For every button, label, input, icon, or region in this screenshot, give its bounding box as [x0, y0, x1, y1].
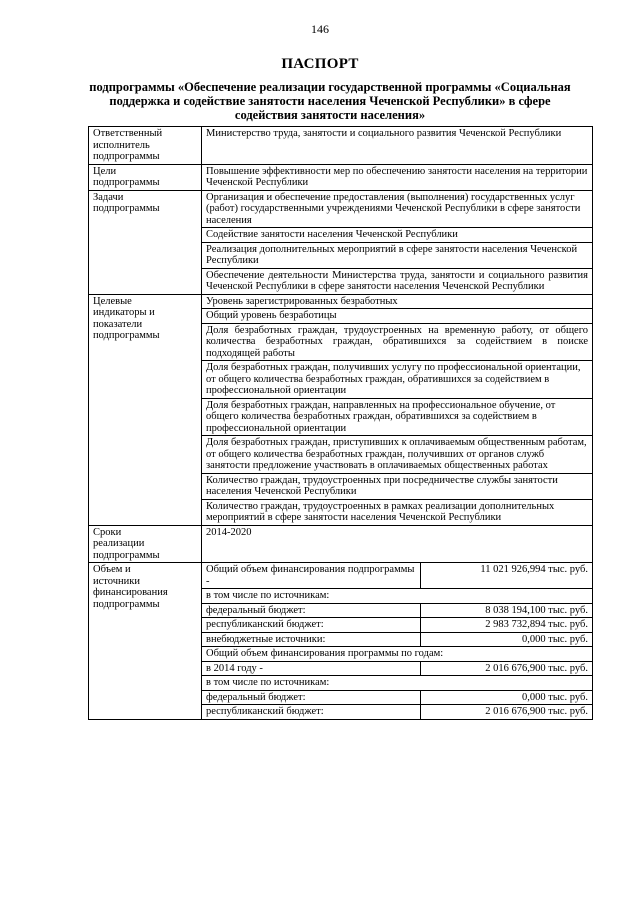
row-goals — [89, 164, 593, 190]
financing-federal-2014-label: федеральный бюджет: — [202, 690, 421, 705]
document-subtitle: подпрограммы «Обеспечение реализации государственной программы «Социальная поддержка и содействие занятости населения Чеченской Республики» в сфере содействия занятости населения» — [89, 80, 571, 122]
label-tasks: Задачи подпрограммы — [89, 190, 202, 294]
financing-republic-value: 2 983 732,894 тыс. руб. — [421, 618, 593, 633]
task-item: Организация и обеспечение предоставления (выполнения) государственных услуг (работ) государственными учреждениями Чеченской Республики в сфере занятости населения — [202, 190, 593, 228]
label-goals: Цели подпрограммы — [89, 164, 202, 190]
indicator-item: Уровень зарегистрированных безработных — [202, 294, 593, 309]
financing-total-value: 11 021 926,994 тыс. руб. — [421, 563, 593, 589]
indicator-item: Количество граждан, трудоустроенных при посредничестве службы занятости населения Чеченской Республики — [202, 473, 593, 499]
row-period — [89, 525, 593, 563]
label-period: Сроки реализации подпрограммы — [89, 525, 202, 563]
financing-republic-label: республиканский бюджет: — [202, 618, 421, 633]
value-period: 2014-2020 — [202, 525, 593, 563]
task-item: Обеспечение деятельности Министерства труда, занятости и социального развития Чеченской Республики в сфере занятости населения Чеченской Республики — [202, 268, 593, 294]
financing-federal-label: федеральный бюджет: — [202, 603, 421, 618]
label-indicators: Целевые индикаторы и показатели подпрограммы — [89, 294, 202, 525]
row-responsible — [89, 127, 593, 165]
label-financing: Объем и источники финансирования подпрограммы — [89, 563, 202, 720]
indicator-item: Доля безработных граждан, приступивших к оплачиваемым общественным работам, от общего количества безработных граждан, получивших от органов служб занятости предложение участвовать в оплачиваемых общественных работах — [202, 436, 593, 474]
financing-by-sources: в том числе по источникам: — [202, 589, 593, 604]
indicator-item: Общий уровень безработицы — [202, 309, 593, 324]
row-financing — [89, 563, 593, 589]
page-number: 146 — [311, 22, 329, 36]
value-responsible: Министерство труда, занятости и социального развития Чеченской Республики — [202, 127, 593, 165]
indicator-item: Доля безработных граждан, направленных на профессиональное обучение, от общего количества безработных граждан, обратившихся за содействием в профессиональной ориентации — [202, 398, 593, 436]
indicator-item: Доля безработных граждан, получивших услугу по профессиональной ориентации, от общего количества безработных граждан, обратившихся за содействием в профессиональной ориентации — [202, 361, 593, 399]
financing-2014-label: в 2014 году - — [202, 661, 421, 676]
financing-total-label: Общий объем финансирования подпрограммы - — [202, 563, 421, 589]
document-title: ПАСПОРТ — [281, 56, 359, 72]
task-item: Реализация дополнительных мероприятий в сфере занятости населения Чеченской Республики — [202, 242, 593, 268]
financing-federal-value: 8 038 194,100 тыс. руб. — [421, 603, 593, 618]
row-indicators — [89, 294, 593, 309]
financing-by-sources-2014: в том числе по источникам: — [202, 676, 593, 691]
task-item: Содействие занятости населения Чеченской Республики — [202, 228, 593, 243]
financing-by-years: Общий объем финансирования программы по годам: — [202, 647, 593, 662]
passport-table — [88, 126, 593, 720]
indicator-item: Доля безработных граждан, трудоустроенных на временную работу, от общего количества безработных граждан, обратившихся за содействием в поиске подходящей работы — [202, 323, 593, 361]
indicator-item: Количество граждан, трудоустроенных в рамках реализации дополнительных мероприятий в сфере занятости населения Чеченской Республики — [202, 499, 593, 525]
label-responsible: Ответственный исполнитель подпрограммы — [89, 127, 202, 165]
value-goals: Повышение эффективности мер по обеспечению занятости населения на территории Чеченской Республики — [202, 164, 593, 190]
financing-extra-label: внебюджетные источники: — [202, 632, 421, 647]
financing-federal-2014-value: 0,000 тыс. руб. — [421, 690, 593, 705]
financing-2014-value: 2 016 676,900 тыс. руб. — [421, 661, 593, 676]
row-tasks — [89, 190, 593, 228]
financing-extra-value: 0,000 тыс. руб. — [421, 632, 593, 647]
financing-republic-2014-value: 2 016 676,900 тыс. руб. — [421, 705, 593, 720]
financing-republic-2014-label: республиканский бюджет: — [202, 705, 421, 720]
